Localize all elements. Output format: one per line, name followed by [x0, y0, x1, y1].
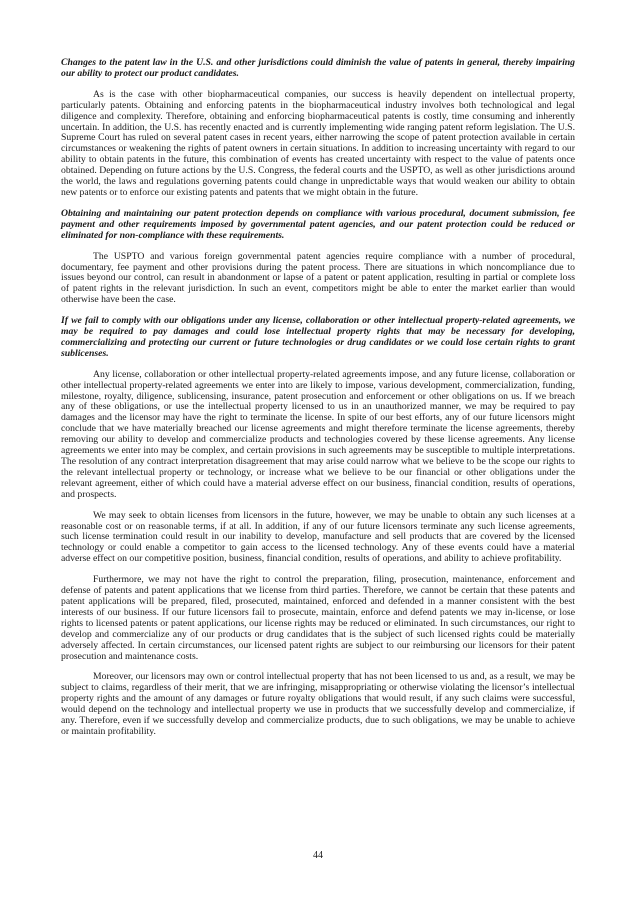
section-heading-license-obligations: If we fail to comply with our obligations under any license, collaboration or other intellectual property-related agreements, we may be required to pay damages and could lose intellectual property rights that may be necessary for developing, commercializing and protecting our current or future technologies or drug candidates or we could lose certain rights to grant sublicenses. — [61, 315, 575, 359]
paragraph: We may seek to obtain licenses from licensors in the future, however, we may be unable to obtain any such licenses at a reasonable cost or on reasonable terms, if at all. In addition, if any of our future licensors terminate any such license agreements, such license termination could result in our inability to develop, manufacture and sell products that are covered by the licensed technology or could enable a competitor to gain access to the licensed technology. Any of these events could have a material adverse effect on our competitive position, business, financial condition, results of operations, and ability to achieve profitability. — [61, 509, 575, 565]
paragraph: The USPTO and various foreign governmental patent agencies require compliance with a number of procedural, documentary, fee payment and other provisions during the patent process. There are situations in which noncompliance due to issues beyond our control, can result in abandonment or lapse of a patent or patent application, resulting in partial or complete loss of patent rights in the relevant jurisdiction. In such an event, competitors might be able to enter the market earlier than would otherwise have been the case. — [61, 250, 575, 306]
section-heading-patent-law: Changes to the patent law in the U.S. and other jurisdictions could diminish the value of patents in general, thereby impairing our ability to protect our product candidates. — [61, 57, 575, 79]
paragraph: Any license, collaboration or other intellectual property-related agreements impose, and any future license, collaboration or other intellectual property-related agreements we enter into are likely to impose, various development, commercialization, funding, milestone, royalty, diligence, sublicensing, insurance, patent prosecution and enforcement or other obligations on us. If we breach any of these obligations, or use the intellectual property licensed to us in an unauthorized manner, we may be required to pay damages and the licensor may have the right to terminate the license. In spite of our best efforts, any of our future licensors might conclude that we have materially breached our license agreements and might therefore terminate the license agreements, thereby removing our ability to develop and commercialize products and technologies covered by these license agreements. Any license agreements we enter into may be complex, and certain provisions in such agreements may be susceptible to multiple interpretations. The resolution of any contract interpretation disagreement that may arise could narrow what we believe to be the scope our rights to the relevant intellectual property or technology, or increase what we believe to be our financial or other obligations under the relevant agreement, either of which could have a material adverse effect on our business, financial condition, results of operations, and prospects. — [61, 368, 575, 500]
paragraph: Moreover, our licensors may own or control intellectual property that has not been licensed to us and, as a result, we may be subject to claims, regardless of their merit, that we are infringing, misappropriating or otherwise violating the licensor’s intellectual property rights and the amount of any damages or future royalty obligations that would result, if any such claims were successful, would depend on the technology and intellectual property we use in products that we successfully develop and commercialize, if any. Therefore, even if we successfully develop and commercialize products, due to such obligations, we may be unable to achieve or maintain profitability. — [61, 671, 575, 737]
page-body — [61, 58, 575, 748]
paragraph: Furthermore, we may not have the right to control the preparation, filing, prosecution, maintenance, enforcement and defense of patents and patent applications that we license from third parties. Therefore, we cannot be certain that these patents and patent applications will be prepared, filed, prosecuted, maintained, enforced and defended in a manner consistent with the best interests of our business. If our future licensors fail to prosecute, maintain, enforce and defend patents we may in-license, or lose rights to licensed patents or patent applications, our license rights may be reduced or eliminated. In such circumstances, our right to develop and commercialize any of our products or drug candidates that is the subject of such licensed rights could be materially adversely affected. In certain circumstances, our licensed patent rights are subject to our reimbursing our licensors for their patent prosecution and maintenance costs. — [61, 574, 575, 662]
section-heading-patent-protection: Obtaining and maintaining our patent protection depends on compliance with various procedural, document submission, fee payment and other requirements imposed by governmental patent agencies, and our patent protection could be reduced or eliminated for non-compliance with these requirements. — [61, 207, 575, 241]
page-number: 44 — [313, 850, 323, 861]
paragraph: As is the case with other biopharmaceutical companies, our success is heavily dependent on intellectual property, particularly patents. Obtaining and enforcing patents in the biopharmaceutical industry involves both technological and legal diligence and complexity. Therefore, obtaining and enforcing biopharmaceutical patents is costly, time consuming and inherently uncertain. In addition, the U.S. has recently enacted and is currently implementing wide ranging patent reform legislation. The U.S. Supreme Court has ruled on several patent cases in recent years, either narrowing the scope of patent protection available in certain circumstances or weakening the rights of patent owners in certain situations. In addition to increasing uncertainty with regard to our ability to obtain patents in the future, this combination of events has created uncertainty with respect to the value of patents once obtained. Depending on future actions by the U.S. Congress, the federal courts and the USPTO, as well as other jurisdictions around the world, the laws and regulations governing patents could change in unpredictable ways that would weaken our ability to obtain new patents or to enforce our existing patents and patents that we might obtain in the future. — [61, 88, 575, 198]
